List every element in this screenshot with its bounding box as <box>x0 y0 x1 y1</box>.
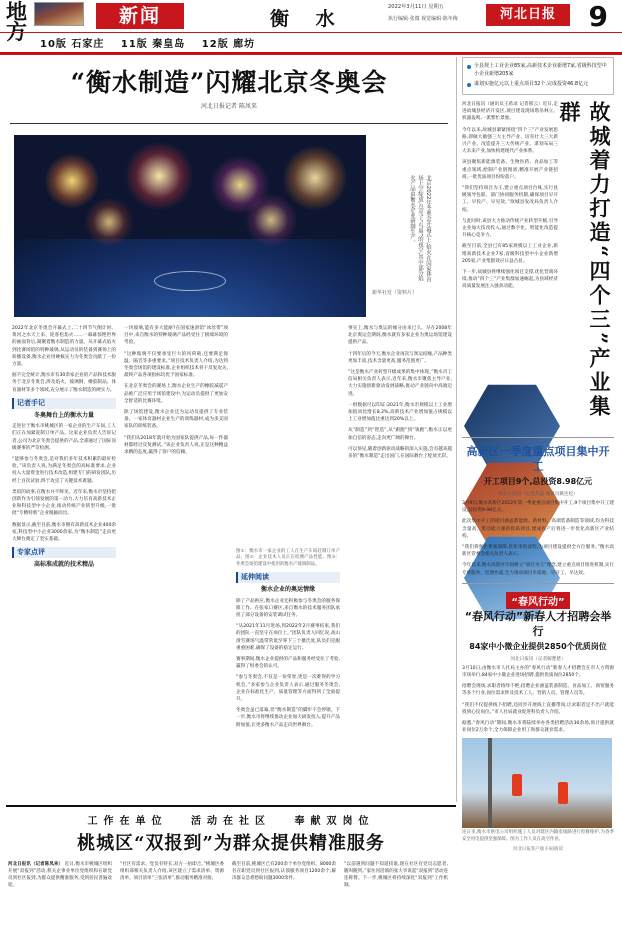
paper-logo: 河北日报 <box>486 4 570 26</box>
subhead-title: 高标准成就的技术精品 <box>33 561 94 569</box>
page-link[interactable]: 10版 石家庄 <box>40 39 105 50</box>
pylon-shape <box>488 738 492 828</box>
highlight-list <box>467 62 609 88</box>
article2-title: 高新区一季度重点项目集中开工 <box>466 445 610 473</box>
paragraph: 截至目前,全县已有85家规模以上工业企业,新增高新技术企业7家,省级科技型中小企业新增205家,产业集群效应日益凸显。 <box>462 244 558 264</box>
paragraph: 近日,衡水市桃城区组织开展“双报到”活动,机关企事业单位党组织和在职党员到社区报到,为群众提供精准服务,受到居民普遍欢迎。 <box>8 862 112 888</box>
paragraph: 该县聚焦新能源装备、生物医药、食品加工等重点领域,绘制产业链图谱,精准开展产业链招商,一批优质项目纷纷落户。 <box>462 160 558 180</box>
paragraph: 除了场馆建设,衡水企业还为运动员提供了专业装备。一家体育器材企业生产的训练器材,成为多支国家队的训练装备。 <box>124 410 228 430</box>
lead-photo <box>14 135 366 317</box>
article3-title: “春风行动”新春人才招聘会举行 <box>464 609 612 638</box>
paragraph: “我们坚持项目为王,建立重点项目台账,实行县级领导包联、部门协同服务机制,确保项目早开工、早投产、早见效。”故城县发改局负责人介绍。 <box>462 186 558 213</box>
paragraph: “这种玻璃不仅要承受巨大的风荷载,还要满足保温、隔音等多重要求。”项目技术负责人介绍,为达到冬奥会场馆的建设标准,企业组织技术骨干反复攻关,最终产品各项指标均优于国家标准。 <box>124 351 228 379</box>
paragraph: 类似的故事,在衡水并不鲜见。近年来,衡水市坚持把创新作为引领发展的第一动力,大力培育高新技术企业和科技型中小企业,推动传统产业转型升级,一批批“专精特新”企业脱颖而出。 <box>12 489 116 517</box>
lead-photo-caption: 北京2022年冬奥会开幕式上,焰火在国家体育场上空绽放,点亮了“鸟巢”的夜空,其中部分焰火产品由衡水企业研制生产。 <box>409 175 431 283</box>
paragraph: 赛事期间,衡水企业提供的产品和服务经受住了考验,赢得了组委会的认可。 <box>236 657 340 670</box>
paragraph: 2022年北京冬奥会开幕式上,二十四节气倒计时、黄河之水天上来、迎客松焰火……一幕幕惊艳世界的画面背后,凝聚着衡水制造的力量。从开幕式焰火到比赛场馆的特种玻璃,从运动员的装备到赛场上的转播设备,衡水企业用硬核实力为冬奥会贡献了一份力量。 <box>12 326 116 368</box>
body-column-1 <box>12 325 116 573</box>
paragraph: 一组数据可以印证:2021年,衡水市规模以上工业增加值同比增长8.2%,高新技术产业增加值占规模以上工业增加值比重达到20%以上。 <box>348 402 452 423</box>
paragraph: 一块玻璃,能有多大能耐?在国家速滑馆“冰丝带”项目中,来自衡水的特种玻璃产品经受住了极端环境的考验。 <box>124 326 228 346</box>
paragraph: 与此同时,该县大力推动传统产业转型升级,引导企业加大技改投入,通过数字化、智能化改造提升核心竞争力。 <box>462 218 558 239</box>
olympic-rings-icon <box>154 271 226 291</box>
paragraph: 可以预见,随着创新驱动战略的深入实施,会有越来越多的“衡水制造”走出国门,在国际舞台上绽放光彩。 <box>348 446 452 460</box>
secondary-kicker <box>6 812 456 827</box>
masthead-decor-photo <box>34 2 84 26</box>
feature-article <box>462 101 614 431</box>
list-item: 全县规上工业企业85家,高新技术企业新增7家,省级科技型中小企业新增205家 <box>467 62 609 78</box>
article-body <box>12 325 456 803</box>
kicker-item: 奉献双岗位 <box>294 816 375 827</box>
masthead <box>0 0 622 53</box>
section-label-line1: 地 <box>6 0 27 24</box>
article2-body <box>462 500 614 577</box>
paragraph: 今年以来,故城县紧紧围绕“四个三”产业发展思路,即做大做强三大主导产业、培育壮大三大新兴产业、改造提升三大传统产业、谋划布局三大未来产业,加快构建现代产业体系。 <box>462 127 558 155</box>
secondary-column-4: “以前遇到问题不知道找谁,现在社区有党员志愿者,随叫随到。”家住河沿镇的张大爷说起“双报到”活动连连称赞。下一步,桃城区将持续深化“双报到”工作机制。 <box>344 862 448 888</box>
body-column-4 <box>348 325 452 464</box>
paragraph: 事实上,衡水与奥运的缘分由来已久。早在2008年北京奥运会期间,衡水就有多家企业为奥运场馆建设提供产品。 <box>348 326 452 346</box>
paragraph: 下一步,故城县将继续强化项目支撑,优化营商环境,推动“四个三”产业集群加速崛起,为县域经济高质量发展注入强劲动能。 <box>462 270 558 290</box>
subhead-title: 衡水企业的奥运情缘 <box>260 586 315 594</box>
page-title: “衡水制造”闪耀北京冬奥会 <box>70 68 388 97</box>
article3-badge: “春风行动” <box>506 592 569 609</box>
paragraph: 此次集中开工的项目涵盖新能源、新材料、高端装备制造等领域,均为科技含量高、带动能力强的优质项目,建成投产后将进一步优化高新区产业结构。 <box>462 519 614 539</box>
article-jobfair <box>462 590 614 735</box>
editor-credits: 执行编辑·张微 视觉编辑·陈冬梅 <box>388 16 458 22</box>
paragraph: “我们从2018年就开始为国家队提供产品,每一件器材都经过反复测试。”该企业负责人说,正是这种精益求精的态度,赢得了客户的信赖。 <box>124 435 228 456</box>
worker-figure <box>512 774 522 796</box>
page-link[interactable]: 11版 秦皇岛 <box>120 39 186 50</box>
kicker-item: 活动在社区 <box>191 816 271 827</box>
lead-photo-credit: 新华社发（资料片） <box>372 290 418 296</box>
subhead-kicker: 专家点评 <box>12 547 116 558</box>
publish-date: 2022年3月11日 星期五 <box>388 4 444 10</box>
subhead-kicker: 记者手记 <box>12 398 116 409</box>
body-column-2 <box>124 325 228 460</box>
article2-subtitle: 开工项目9个,总投资8.98亿元 <box>483 477 593 486</box>
page-content <box>0 53 622 886</box>
paragraph: 河北日报讯（通讯员王希录 记者邢云）近日,走进故城县经济开发区,项目建设现场塔吊林立、机器轰鸣,一派繁忙景象。 <box>462 102 558 122</box>
secondary-column-3: 截至目前,桃城区已有200余个单位党组织、8000余名在职党员到社区报到,认领服务项目1200余个,解决群众急难愁盼问题3000余件。 <box>232 862 336 881</box>
feature-body <box>462 101 558 295</box>
article3-body <box>462 665 614 735</box>
secondary-byline: 河北日报讯（记者陈凤来） <box>8 862 64 867</box>
paragraph: 据悉,“春风行动”期间,衡水市将陆续举办各类招聘活动30余场,预计提供就业岗位2万余个,全力保障企业用工和群众就业需求。 <box>462 721 614 734</box>
secondary-column-2: “社区有需求、党员有特长,双方一拍即合。”桃城区委组织部相关负责人介绍,该区建立了需求清单、资源清单、项目清单“三张清单”,推动服务精准对接。 <box>120 862 224 881</box>
paragraph: 招聘会现场,求职者络绎不绝,招聘企业涵盖装备制造、食品加工、商贸服务等多个行业,岗位需求涉及技术工人、营销人员、管理人员等。 <box>462 684 614 697</box>
paragraph: “这是衡水产业转型升级成果的集中体现。”衡水市工信局相关负责人表示,近年来,衡水市聚焦主导产业,大力实施创新驱动发展战略,推动产业链向中高端迈进。 <box>348 370 452 397</box>
city-name: 衡 水 <box>270 8 345 30</box>
page-footer: 河北日报客户端 扫码阅读 <box>513 847 563 853</box>
divider <box>462 583 614 584</box>
page-number: 9 <box>588 0 608 33</box>
divider <box>462 437 614 438</box>
paragraph: 据不完全统计,衡水市有30余家企业的产品和技术服务于北京冬奥会,涉及焰火、玻璃钢、橡胶制品、体育器材等多个领域,充分展示了衡水制造的硬实力。 <box>12 373 116 393</box>
paragraph: 今年以来,衡水高新区牢固树立“项目为王”理念,建立重点项目推进机制,实行专班服务、挂图作战,全力推动项目早落地、早开工、早达效。 <box>462 563 614 576</box>
paragraph: 冬奥会虽已落幕,但“衡水制造”的脚步不会停歇。下一步,衡水市将继续推动企业加大研发投入,提升产品附加值,让更多衡水产品走向世界舞台。 <box>236 708 340 728</box>
paragraph: “从2021年11月进场,到2022年2月赛事结束,我们的团队一直坚守在岗位上。”团队负责人回忆说,高山滑雪赛场气温常常低至零下三十摄氏度,队员们克服重重困难,确保了设备的稳定运行。 <box>236 624 340 651</box>
firework-icon <box>124 141 194 211</box>
paragraph: 除了产品供应,衡水企业还积极参与冬奥会的服务保障工作。在张家口赛区,来自衡水的技术服务团队承担了部分设备的安装调试任务。 <box>236 598 340 619</box>
secondary-article <box>6 805 456 935</box>
paragraph: 3月10日,由衡水市人社局主办的“春风行动”新春人才招聘会在市人力资源市场举行,84家中小微企业进场招聘,提供优质岗位2850个。 <box>462 665 614 679</box>
lead-byline: 河北日报记者 陈凤来 <box>201 103 257 110</box>
right-column <box>462 57 614 883</box>
firework-icon <box>44 153 100 209</box>
firework-icon <box>84 197 134 247</box>
feature-title: 故城着力打造“四个三”产业集群 <box>557 101 612 420</box>
paragraph: 数据显示,截至目前,衡水市拥有高新技术企业400余家,科技型中小企业3000余家,为“衡水制造”走向更大舞台奠定了坚实基础。 <box>12 522 116 543</box>
article3-subtitle: 84家中小微企业提供2850个优质岗位 <box>469 641 607 651</box>
paragraph: 3月9日,衡水高新区2022年第一季度重点项目集中开工,9个项目集中开工建设,总投资8.98亿元。 <box>462 501 615 514</box>
subhead-kicker: 延伸阅读 <box>236 572 340 583</box>
article2-byline: 河北日报讯（记者焦磊 通讯员姚连松） <box>498 492 578 497</box>
kicker-item: 工作在单位 <box>87 816 168 827</box>
secondary-body <box>8 861 456 933</box>
highlight-box <box>462 57 614 95</box>
paragraph: 在北京冬奥会的赛场上,衡水企业生产的橡胶减震产品被广泛应用于场馆建设中,为运动员提供了更加安全舒适的比赛环境。 <box>124 384 228 404</box>
article-highzone <box>462 444 614 577</box>
paragraph: 走进位于衡水市桃城区的一家企业的生产车间,工人们正在加紧赶制订单产品。这家企业负责人告诉记者,公司为北京冬奥会提供的产品,全部通过了国际顶级赛事的严苛检测。 <box>12 424 116 451</box>
body-column-3 <box>236 325 340 733</box>
list-item: 谋划实施亿元以上重点项目32个,完成投资46.8亿元 <box>467 80 609 88</box>
paragraph: “参与冬奥会,不仅是一份荣誉,更是一次难得的学习机会。”多家参与企业负责人表示,通过服务冬奥会,企业在标准化生产、质量管理等方面得到了全面提升。 <box>236 675 340 703</box>
utility-photo <box>462 738 612 828</box>
paragraph: 十四年后的今天,衡水企业再次与奥运结缘,产品种类更加丰富,技术含量更高,服务范围更广。 <box>348 351 452 364</box>
utility-photo-caption: 连日来,衡水市供电公司组织施工人员对辖区内输电线路进行检修维护,为春季安全用电提供坚强保障。图为工作人员在高空作业。 <box>462 830 614 842</box>
secondary-title: 桃城区“双报到”为群众提供精准服务 <box>77 833 385 854</box>
article3-byline: 河北日报讯（记者解楚楚） <box>510 656 566 662</box>
worker-figure <box>558 782 568 804</box>
section-label-line2: 方 <box>6 20 27 44</box>
firework-icon <box>282 145 348 211</box>
paragraph: “我们将强化要素保障,优化审批流程,为项目建设提供全方位服务。”衡水高新区管委会相关负责人表示。 <box>462 545 614 558</box>
page-links <box>40 35 267 50</box>
left-column <box>6 57 457 802</box>
lead-headline-block <box>10 61 448 124</box>
paragraph: “我们不仅提供线下招聘,还同步开展线上直播带岗,让求职者足不出户就能找到心仪岗位。”市人社局就业促进科负责人介绍。 <box>462 702 614 715</box>
page-link[interactable]: 12版 廊坊 <box>201 39 256 50</box>
paragraph: 从“制造”到“智造”,从“跟跑”到“领跑”,衡水正以更加自信的姿态,走向更广阔的舞台。 <box>348 428 452 441</box>
subhead-title: 冬奥舞台上的衡水力量 <box>33 412 94 420</box>
paragraph: “能够参与冬奥会,是对我们多年技术积累的最好检验。”该负责人说,为满足冬奥会的高标准要求,企业投入大量资金进行技术改造,组建专门的研发团队,历经上百次试验,终于攻克了关键技术难题。 <box>12 457 116 484</box>
firework-icon <box>244 193 298 247</box>
photo-cluster-caption: 图①：衡水市一家企业的工人在生产车间赶制订单产品。图②：企业技术人员正在检测产品性能。图③：冬奥会场馆建设中使用的衡水产玻璃制品。 <box>236 549 340 567</box>
section-badge: 新闻 <box>96 3 184 29</box>
